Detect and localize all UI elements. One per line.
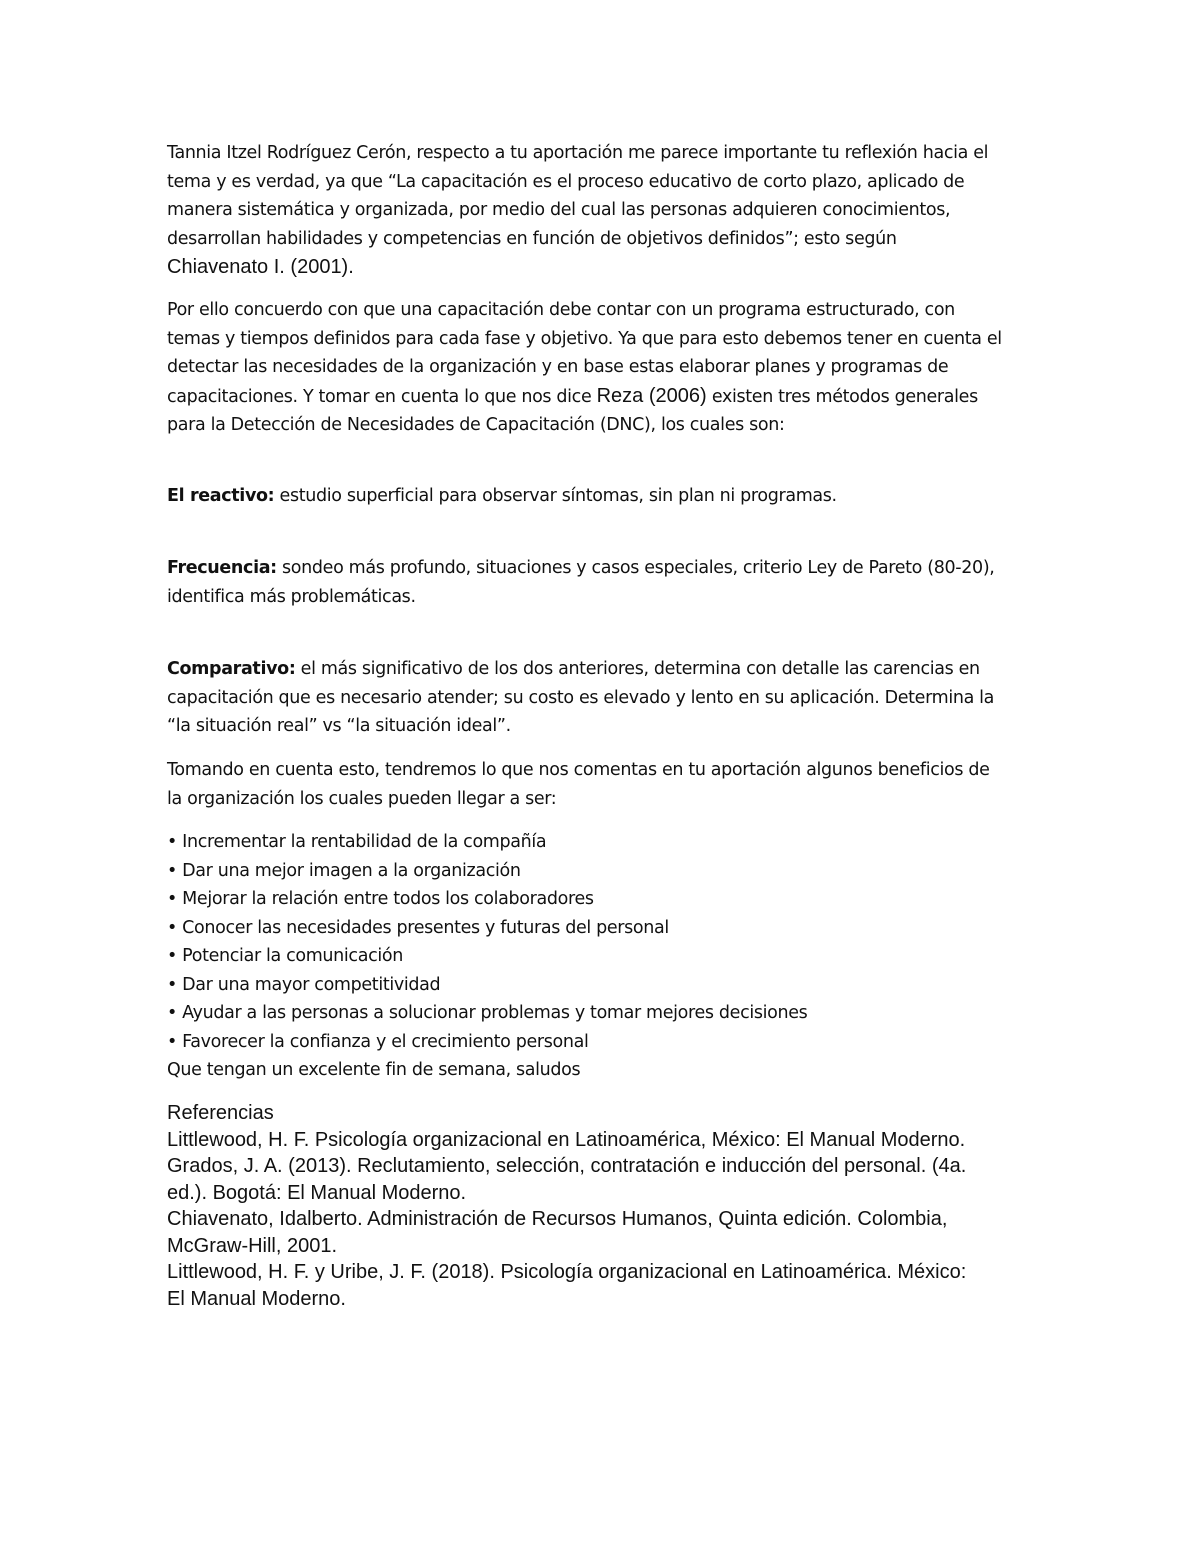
citation-reza: Reza (2006) bbox=[596, 384, 707, 407]
citation-chiavenato: Chiavenato I. (2001). bbox=[167, 256, 354, 278]
closing-line: Que tengan un excelente fin de semana, saludos bbox=[167, 1060, 581, 1080]
paragraph-line: tema y es verdad, ya que “La capacitación es el proceso educativo de corto plazo, aplicado de bbox=[167, 171, 965, 192]
paragraph-line: temas y tiempos definidos para cada fase y objetivo. Ya que para esto debemos tener en cuenta el bbox=[167, 328, 1002, 349]
method-line: capacitación que es necesario atender; su costo es elevado y lento en su aplicación. Determina la bbox=[167, 687, 995, 708]
paragraph-line bbox=[167, 382, 1047, 412]
method-line bbox=[167, 554, 1047, 583]
method-label: Frecuencia: bbox=[167, 558, 277, 578]
paragraph-line: para la Detección de Necesidades de Capacitación (DNC), los cuales son: bbox=[167, 415, 785, 435]
method-comparativo bbox=[167, 655, 1047, 741]
reference-line: Grados, J. A. (2013). Reclutamiento, selección, contratación e inducción del personal. (4a. bbox=[167, 1155, 967, 1177]
paragraph-line: detectar las necesidades de la organización y en base estas elaborar planes y programas de bbox=[167, 357, 949, 377]
paragraph-line: Tomando en cuenta esto, tendremos lo que nos comentas en tu aportación algunos beneficios de bbox=[167, 760, 990, 780]
references-section bbox=[167, 1100, 1067, 1312]
method-line bbox=[167, 655, 1047, 684]
method-label: Comparativo: bbox=[167, 659, 296, 679]
reference-line: ed.). Bogotá: El Manual Moderno. bbox=[167, 1181, 467, 1204]
reference-line: El Manual Moderno. bbox=[167, 1287, 346, 1310]
method-reactivo bbox=[167, 482, 1047, 511]
list-item: • Dar una mejor imagen a la organización bbox=[167, 860, 521, 881]
paragraph-line: manera sistemática y organizada, por medio del cual las personas adquieren conocimientos, bbox=[167, 200, 951, 220]
list-item: • Incrementar la rentabilidad de la compañía bbox=[167, 832, 547, 852]
method-text: el más significativo de los dos anteriores, determina con detalle las carencias en bbox=[295, 659, 980, 679]
list-item: • Conocer las necesidades presentes y futuras del personal bbox=[167, 917, 669, 938]
method-line: “la situación real” vs “la situación ideal”. bbox=[167, 716, 511, 736]
method-text: sondeo más profundo, situaciones y casos especiales, criterio Ley de Pareto (80-20), bbox=[276, 558, 995, 578]
list-item: • Favorecer la confianza y el crecimiento personal bbox=[167, 1031, 589, 1052]
reference-line: McGraw-Hill, 2001. bbox=[167, 1234, 338, 1257]
paragraph-line: Tannia Itzel Rodríguez Cerón, respecto a tu aportación me parece importante tu reflexión hacia el bbox=[167, 143, 989, 163]
list-item: • Dar una mayor competitividad bbox=[167, 974, 441, 995]
reference-line: Littlewood, H. F. y Uribe, J. F. (2018). Psicología organizacional en Latinoamérica. México: bbox=[167, 1261, 967, 1283]
reference-line: Chiavenato, Idalberto. Administración de Recursos Humanos, Quinta edición. Colombia, bbox=[167, 1208, 948, 1230]
reference-line: Littlewood, H. F. Psicología organizacional en Latinoamérica, México: El Manual Moderno. bbox=[167, 1128, 966, 1151]
method-text: estudio superficial para observar síntomas, sin plan ni programas. bbox=[274, 486, 837, 506]
method-line: identifica más problemáticas. bbox=[167, 586, 416, 607]
line-text: capacitaciones. Y tomar en cuenta lo que nos dice bbox=[167, 386, 597, 407]
line-text: existen tres métodos generales bbox=[706, 386, 978, 407]
method-line bbox=[167, 482, 1047, 511]
method-label: El reactivo: bbox=[167, 486, 275, 506]
paragraph-intro bbox=[167, 139, 1047, 282]
paragraph-line: la organización los cuales pueden llegar a ser: bbox=[167, 788, 557, 809]
paragraph-benefits bbox=[167, 756, 1047, 813]
method-frecuencia bbox=[167, 554, 1047, 611]
benefits-list bbox=[167, 828, 1047, 1085]
list-item: • Mejorar la relación entre todos los colaboradores bbox=[167, 889, 594, 909]
list-item: • Potenciar la comunicación bbox=[167, 946, 403, 966]
paragraph-line: desarrollan habilidades y competencias en función de objetivos definidos”; esto según bbox=[167, 228, 897, 249]
list-item: • Ayudar a las personas a solucionar problemas y tomar mejores decisiones bbox=[167, 1003, 808, 1023]
paragraph-dnc bbox=[167, 296, 1047, 440]
paragraph-line: Por ello concuerdo con que una capacitación debe contar con un programa estructurado, con bbox=[167, 300, 955, 320]
references-heading: Referencias bbox=[167, 1102, 274, 1124]
